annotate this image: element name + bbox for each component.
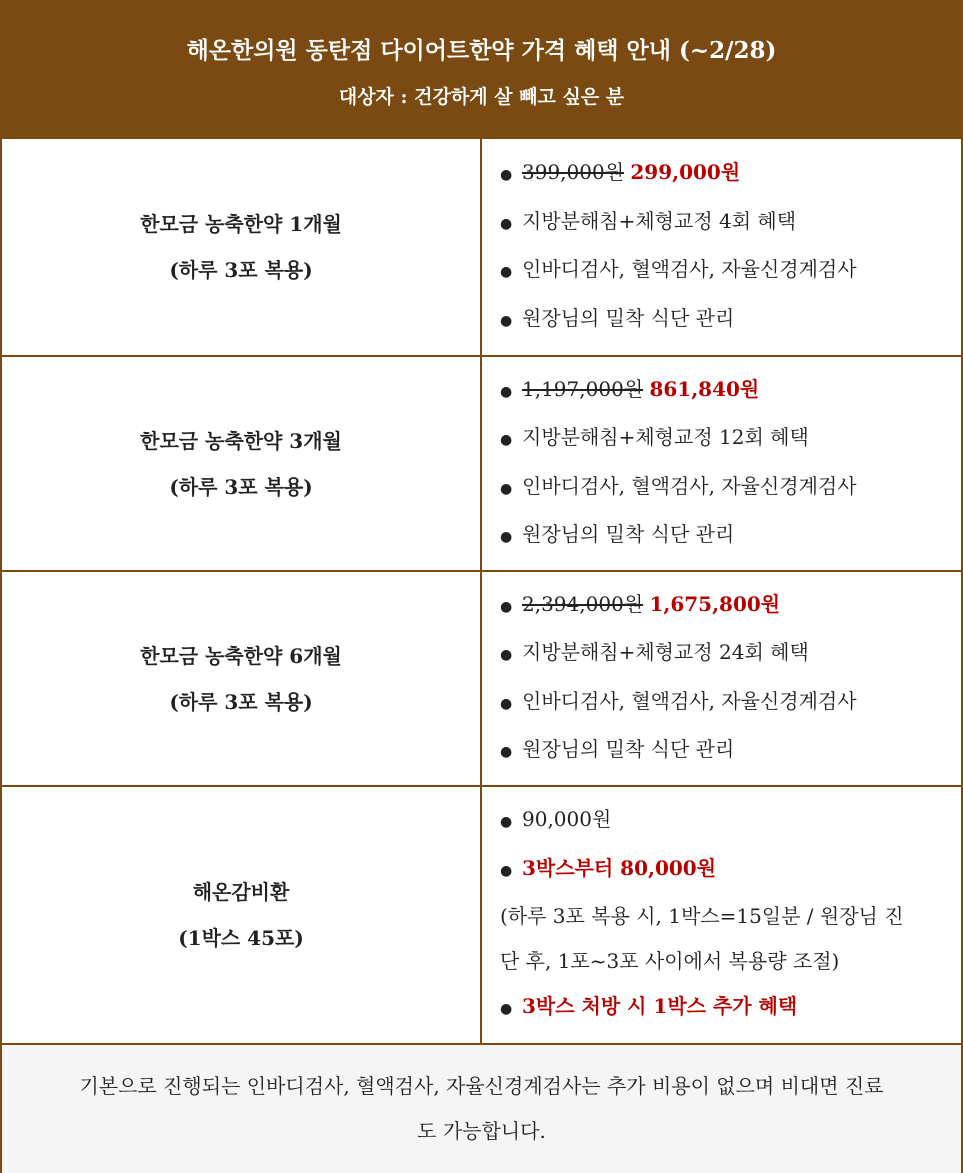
dosage-note — [500, 894, 947, 984]
benefit-text: 지방분해침+체형교정 4회 혜택 — [522, 208, 797, 233]
product-box: (1박스 45포) — [178, 926, 304, 950]
page-title: 해온한의원 동탄점 다이어트한약 가격 혜택 안내 (~2/28) — [186, 37, 777, 64]
original-price: 399,000원 — [522, 160, 625, 184]
list-item — [500, 679, 947, 728]
table-row — [2, 570, 961, 785]
table-row — [2, 785, 961, 1043]
bullet-icon: ● — [500, 1001, 513, 1018]
dosage-note-line: (하루 3포 복용 시, 1박스=15일분 / 원장님 진 — [500, 904, 904, 929]
bullet-icon: ● — [500, 312, 513, 329]
list-item — [500, 630, 947, 679]
dosage-note-line: 단 후, 1포~3포 사이에서 복용량 조절) — [500, 949, 840, 974]
list-item — [500, 582, 947, 631]
product-name: 한모금 농축한약 1개월 — [140, 212, 342, 236]
benefit-cell — [482, 139, 961, 355]
product-cell — [2, 139, 482, 355]
bonus-text: 3박스 처방 시 1박스 추가 혜택 — [522, 994, 798, 1019]
product-name: 한모금 농축한약 3개월 — [140, 428, 342, 453]
bullet-icon: ● — [500, 264, 513, 280]
tests-text: 인바디검사, 혈액검사, 자율신경계검사 — [522, 257, 857, 281]
product-dose: (하루 3포 복용) — [169, 474, 313, 499]
original-price: 1,197,000원 — [522, 376, 644, 401]
list-item — [500, 150, 947, 199]
table-header — [2, 2, 961, 137]
list-item — [500, 727, 947, 776]
product-dose: (하루 3포 복용) — [169, 258, 313, 282]
product-dose: (하루 3포 복용) — [169, 689, 313, 714]
original-price: 2,394,000원 — [522, 591, 644, 616]
discount-text: 3박스부터 80,000원 — [522, 855, 717, 880]
bullet-icon: ● — [500, 647, 513, 663]
footer-line: 기본으로 진행되는 인바디검사, 혈액검사, 자율신경계검사는 추가 비용이 없으며 비대면 진료 — [79, 1074, 884, 1098]
product-cell — [2, 357, 482, 570]
product-name: 한모금 농축한약 6개월 — [140, 643, 342, 668]
bullet-icon: ● — [500, 598, 513, 615]
diet-text: 원장님의 밀착 식단 관리 — [522, 737, 735, 761]
product-cell — [2, 787, 482, 1043]
price-text: 90,000원 — [522, 807, 612, 832]
benefit-text: 지방분해침+체형교정 24회 혜택 — [522, 640, 809, 664]
product-cell — [2, 572, 482, 785]
list-item — [500, 296, 947, 345]
list-item — [500, 199, 947, 248]
list-item — [500, 846, 947, 895]
list-item — [500, 247, 947, 296]
benefit-cell — [482, 787, 961, 1043]
tests-text: 인바디검사, 혈액검사, 자율신경계검사 — [522, 688, 857, 713]
product-name: 해온감비환 — [192, 880, 290, 904]
diet-text: 원장님의 밀착 식단 관리 — [522, 305, 735, 330]
list-item — [500, 464, 947, 513]
diet-text: 원장님의 밀착 식단 관리 — [522, 522, 735, 546]
bullet-icon: ● — [500, 744, 513, 760]
sale-price: 861,840원 — [649, 376, 760, 401]
list-item — [500, 984, 947, 1033]
tests-text: 인바디검사, 혈액검사, 자율신경계검사 — [522, 473, 857, 498]
list-item — [500, 512, 947, 561]
list-item — [500, 367, 947, 416]
benefit-cell — [482, 357, 961, 570]
bullet-icon: ● — [500, 529, 513, 545]
benefit-text: 지방분해침+체형교정 12회 혜택 — [522, 425, 809, 449]
footer-line: 도 가능합니다. — [417, 1119, 546, 1143]
table-row — [2, 137, 961, 355]
bullet-icon: ● — [500, 215, 513, 232]
table-row — [2, 355, 961, 570]
bullet-icon: ● — [500, 862, 513, 879]
sale-price: 299,000원 — [630, 160, 741, 184]
bullet-icon: ● — [500, 695, 513, 712]
list-item — [500, 797, 947, 846]
list-item — [500, 415, 947, 464]
bullet-icon: ● — [500, 383, 513, 400]
footer-note — [2, 1043, 961, 1173]
bullet-icon: ● — [500, 480, 513, 497]
page-subtitle: 대상자 : 건강하게 살 빼고 싶은 분 — [338, 86, 625, 108]
benefit-cell — [482, 572, 961, 785]
bullet-icon: ● — [500, 432, 513, 448]
bullet-icon: ● — [500, 814, 513, 831]
sale-price: 1,675,800원 — [649, 591, 781, 616]
bullet-icon: ● — [500, 167, 513, 183]
